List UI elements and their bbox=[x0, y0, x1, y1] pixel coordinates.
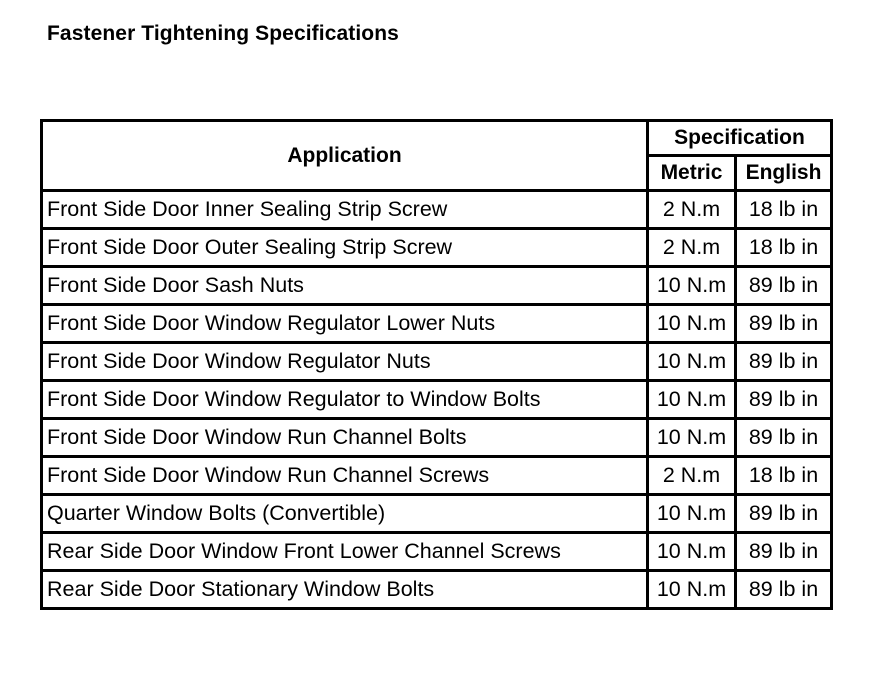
english-cell: 18 lb in bbox=[736, 191, 832, 229]
table-row bbox=[42, 267, 832, 305]
english-cell: 89 lb in bbox=[736, 533, 832, 571]
specification-column-header: Specification bbox=[648, 121, 832, 156]
application-cell: Quarter Window Bolts (Convertible) bbox=[42, 495, 648, 533]
application-cell: Front Side Door Window Regulator Nuts bbox=[42, 343, 648, 381]
english-cell: 89 lb in bbox=[736, 571, 832, 609]
table-row bbox=[42, 191, 832, 229]
application-cell: Front Side Door Window Run Channel Screws bbox=[42, 457, 648, 495]
metric-cell: 10 N.m bbox=[648, 571, 736, 609]
metric-cell: 10 N.m bbox=[648, 495, 736, 533]
english-cell: 89 lb in bbox=[736, 305, 832, 343]
fastener-specification-table bbox=[40, 119, 833, 610]
metric-column-header: Metric bbox=[648, 156, 736, 191]
english-column-header: English bbox=[736, 156, 832, 191]
metric-cell: 10 N.m bbox=[648, 533, 736, 571]
english-cell: 89 lb in bbox=[736, 343, 832, 381]
application-cell: Front Side Door Window Regulator to Window Bolts bbox=[42, 381, 648, 419]
table-header bbox=[42, 121, 832, 191]
table-row bbox=[42, 419, 832, 457]
table-row bbox=[42, 571, 832, 609]
application-cell: Rear Side Door Stationary Window Bolts bbox=[42, 571, 648, 609]
metric-cell: 2 N.m bbox=[648, 229, 736, 267]
english-cell: 18 lb in bbox=[736, 457, 832, 495]
document-title: Fastener Tightening Specifications bbox=[47, 22, 399, 45]
application-cell: Front Side Door Outer Sealing Strip Screw bbox=[42, 229, 648, 267]
metric-cell: 10 N.m bbox=[648, 305, 736, 343]
application-cell: Front Side Door Inner Sealing Strip Screw bbox=[42, 191, 648, 229]
metric-cell: 2 N.m bbox=[648, 457, 736, 495]
header-row-top bbox=[42, 121, 832, 156]
application-column-header: Application bbox=[42, 121, 648, 191]
metric-cell: 10 N.m bbox=[648, 419, 736, 457]
metric-cell: 10 N.m bbox=[648, 381, 736, 419]
metric-cell: 10 N.m bbox=[648, 267, 736, 305]
application-cell: Rear Side Door Window Front Lower Channel Screws bbox=[42, 533, 648, 571]
table-row bbox=[42, 381, 832, 419]
table-row bbox=[42, 229, 832, 267]
table-row bbox=[42, 457, 832, 495]
application-cell: Front Side Door Sash Nuts bbox=[42, 267, 648, 305]
application-cell: Front Side Door Window Regulator Lower Nuts bbox=[42, 305, 648, 343]
english-cell: 89 lb in bbox=[736, 267, 832, 305]
english-cell: 89 lb in bbox=[736, 381, 832, 419]
english-cell: 89 lb in bbox=[736, 495, 832, 533]
application-cell: Front Side Door Window Run Channel Bolts bbox=[42, 419, 648, 457]
table-row bbox=[42, 533, 832, 571]
english-cell: 89 lb in bbox=[736, 419, 832, 457]
table-row bbox=[42, 495, 832, 533]
table-row bbox=[42, 305, 832, 343]
table-row bbox=[42, 343, 832, 381]
table-body bbox=[42, 191, 832, 609]
english-cell: 18 lb in bbox=[736, 229, 832, 267]
metric-cell: 10 N.m bbox=[648, 343, 736, 381]
metric-cell: 2 N.m bbox=[648, 191, 736, 229]
